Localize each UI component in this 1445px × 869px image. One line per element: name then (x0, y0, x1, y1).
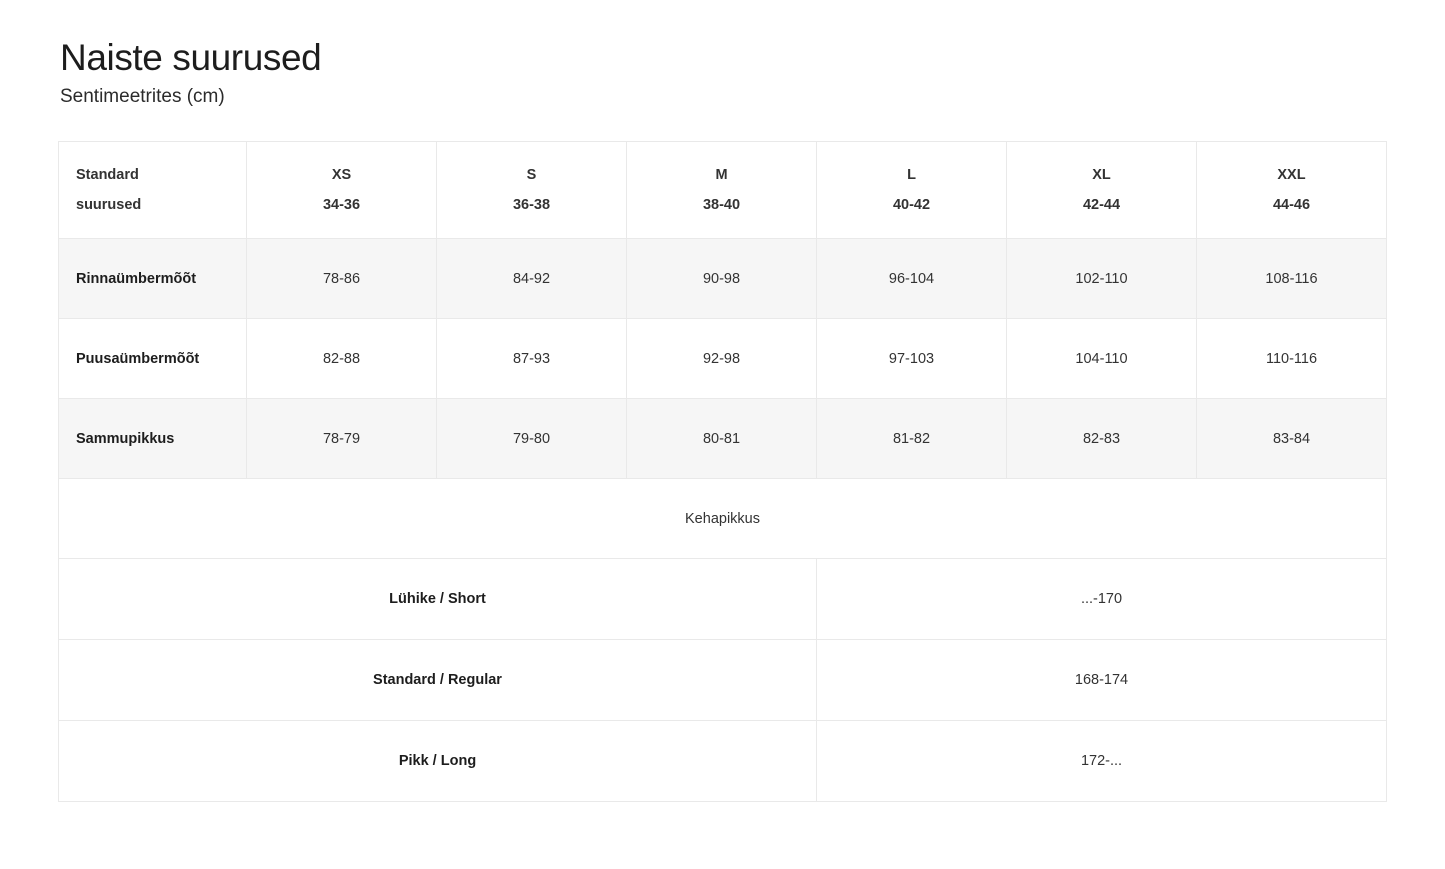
length-label-regular: Standard / Regular (59, 640, 817, 721)
header-size-xxl (1197, 142, 1387, 239)
header-label-line1: Standard (76, 167, 139, 184)
cell-inseam-xl: 82-83 (1007, 399, 1197, 479)
cell-hip-s: 87-93 (437, 319, 627, 399)
cell-chest-m: 90-98 (627, 239, 817, 319)
cell-hip-m: 92-98 (627, 319, 817, 399)
length-value-long: 172-... (817, 721, 1387, 802)
length-label-long: Pikk / Long (59, 721, 817, 802)
header-size-xl-name: XL (1092, 167, 1111, 184)
cell-inseam-l: 81-82 (817, 399, 1007, 479)
table-row (59, 721, 1387, 802)
header-size-xs-name: XS (331, 167, 352, 184)
cell-hip-xxl: 110-116 (1197, 319, 1387, 399)
length-value-regular: 168-174 (817, 640, 1387, 721)
header-size-xs-range: 34-36 (322, 197, 361, 214)
header-size-l-name: L (907, 167, 916, 184)
header-size-xxl-name: XXL (1277, 167, 1306, 184)
table-row (59, 399, 1387, 479)
page-subtitle: Sentimeetrites (cm) (60, 86, 225, 108)
table-header-row (59, 142, 1387, 239)
header-size-s-range: 36-38 (512, 197, 551, 214)
header-size-xl (1007, 142, 1197, 239)
header-label-cell (59, 142, 247, 239)
header-size-m (627, 142, 817, 239)
table-row (59, 640, 1387, 721)
section-header-row (59, 479, 1387, 559)
row-label-chest: Rinnaümbermõõt (59, 239, 247, 319)
cell-chest-xxl: 108-116 (1197, 239, 1387, 319)
header-size-m-range: 38-40 (702, 197, 741, 214)
table-row (59, 559, 1387, 640)
header-size-m-name: M (715, 167, 728, 184)
length-label-short: Lühike / Short (59, 559, 817, 640)
header-label-line2: suurused (76, 197, 142, 214)
cell-inseam-xs: 78-79 (247, 399, 437, 479)
cell-hip-l: 97-103 (817, 319, 1007, 399)
page-title: Naiste suurused (60, 37, 322, 78)
row-label-inseam: Sammupikkus (59, 399, 247, 479)
header-size-l (817, 142, 1007, 239)
header-size-l-range: 40-42 (892, 197, 931, 214)
cell-chest-s: 84-92 (437, 239, 627, 319)
cell-chest-l: 96-104 (817, 239, 1007, 319)
cell-hip-xs: 82-88 (247, 319, 437, 399)
section-title-body-length: Kehapikkus (59, 479, 1387, 559)
header-size-s (437, 142, 627, 239)
cell-inseam-s: 79-80 (437, 399, 627, 479)
size-table (58, 141, 1387, 802)
cell-hip-xl: 104-110 (1007, 319, 1197, 399)
row-label-hip: Puusaümbermõõt (59, 319, 247, 399)
header-size-xl-range: 42-44 (1082, 197, 1121, 214)
header-size-xxl-range: 44-46 (1272, 197, 1311, 214)
header-size-s-name: S (526, 167, 537, 184)
cell-chest-xl: 102-110 (1007, 239, 1197, 319)
cell-inseam-m: 80-81 (627, 399, 817, 479)
table-row (59, 239, 1387, 319)
cell-inseam-xxl: 83-84 (1197, 399, 1387, 479)
header-size-xs (247, 142, 437, 239)
length-value-short: ...-170 (817, 559, 1387, 640)
cell-chest-xs: 78-86 (247, 239, 437, 319)
table-row (59, 319, 1387, 399)
